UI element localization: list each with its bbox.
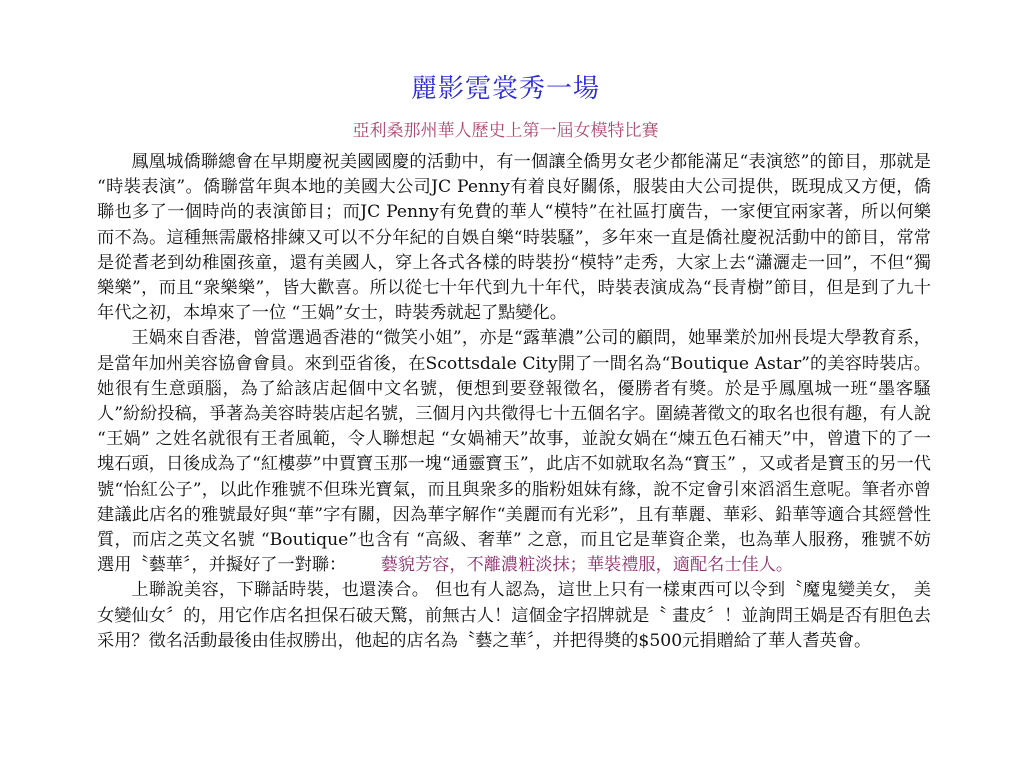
paragraph-3: 上聯說美容，下聯話時裝，也還湊合。 但也有人認為，這世上只有一樣東西可以令到〝魔鬼變美女， 美女變仙女〞的，用它作店名担保石破天驚，前無古人！這個金字招牌就是〝 畫皮〞！並詢問王媧是否有胆色去采用？徵名活動最後由佳叔勝出，他起的店名為〝藝之華〞，并把得奬的$500元捐贈給了華人耆英會。 bbox=[97, 580, 931, 651]
page-subtitle: 亞利桑那州華人歷史上第一屆女模特比賽 bbox=[352, 121, 659, 141]
page-title: 麗影霓裳秀一場 bbox=[410, 74, 600, 104]
paragraph-1: 鳳凰城僑聯總會在早期慶祝美國國慶的活動中，有一個讓全僑男女老少都能滿足“表演慾”的節目，那就是 “時裝表演”。僑聯當年與本地的美國大公司JC Penny有着良好關係，服裝由大公司提供，既現成又方便，僑聯也多了一個時尚的表演節目；而JC Penny有免費的華人“模特”在社區打廣告，一家便宜兩家著，所以何樂而不為。這種無需嚴格排練又可以不分年紀的自娛自樂“時裝騷”，多年來一直是僑社慶祝活動中的節目，常常是從耆老到幼稚園孩童，還有美國人，穿上各式各樣的時裝扮“模特”走秀，大家上去“瀟灑走一回”，不但“獨樂樂”，而且“衆樂樂”，皆大歡喜。所以從七十年代到九十年代，時裝表演成為“長青樹”節目，但是到了九十年代之初，本埠來了一位 “王媧”女士，時裝秀就起了點變化。 bbox=[97, 152, 931, 324]
couplet-text: 藝貌芳容，不離濃粧淡抹；華裝禮服，適配名士佳人。 bbox=[380, 555, 794, 576]
paragraph-2 bbox=[97, 326, 931, 578]
article-body bbox=[97, 150, 931, 654]
paragraph-2-text: 王媧來自香港，曾當選過香港的“微笑小姐”，亦是“露華濃”公司的顧問，她畢業於加州長堤大學教育系，是當年加州美容協會會員。來到亞省後，在Scottsdale City開了一間名為“Boutique Astar”的美容時裝店。她很有生意頭腦，為了給該店起個中文名號，便想到要登報徵名，優勝者有獎。於是乎鳳凰城一班“墨客騷人”紛紛投稿，爭著為美容時裝店起名號，三個月內共徵得七十五個名字。圍繞著徵文的取名也很有趣，有人說 “王媧” 之姓名就很有王者風範，令人聯想起 “女媧補天”故事，並說女媧在“煉五色石補天”中，曾遺下的了一塊石頭，日後成為了“紅樓夢”中賈寶玉那一塊“通靈寶玉”，此店不如就取名為“寶玉” ，又或者是寶玉的另一代號“怡紅公子”，以此作雅號不但珠光寶氣，而且與衆多的脂粉姐妹有緣，說不定會引來滔滔生意呢。筆者亦曾建議此店名的雅號最好與“華”字有關，因為華字解作“美麗而有光彩”，且有華麗、華彩、鉛華等適合其經營性質，而店之英文名號 “Boutique”也含有 “高級、奢華” 之意，而且它是華資企業，也為華人服務，雅號不妨選用〝藝華〞，并擬好了一對聯： bbox=[97, 328, 931, 576]
